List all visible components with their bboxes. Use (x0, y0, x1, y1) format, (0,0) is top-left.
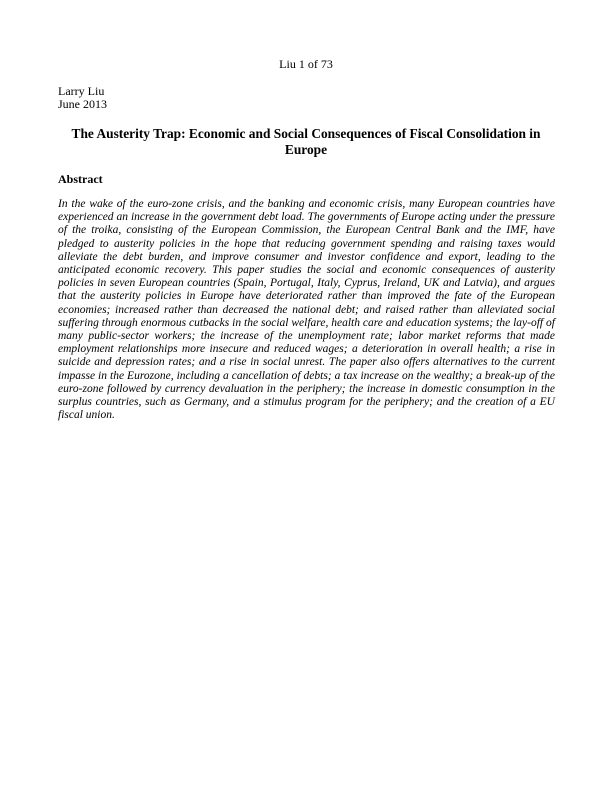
publication-date: June 2013 (58, 97, 107, 111)
paper-title: The Austerity Trap: Economic and Social Consequences of Fiscal Consolidation in Europe (71, 126, 541, 157)
author-block (58, 85, 107, 111)
page-number-header: Liu 1 of 73 (279, 57, 333, 71)
abstract-text: In the wake of the euro-zone crisis, and the banking and economic crisis, many European countries have experienced an increase in the government debt load. The governments of Europe acting under the pressure of the troika, consisting of the European Commission, the European Central Bank and the IMF, have pledged to austerity policies in the hope that reducing government spending and raising taxes would alleviate the debt burden, and improve consumer and investor confidence and export, leading to the anticipated economic recovery. This paper studies the social and economic consequences of austerity policies in seven European countries (Spain, Portugal, Italy, Cyprus, Ireland, UK and Latvia), and argues that the austerity policies in Europe have deteriorated rather than improved the fate of the European economies; increased rather than decreased the national debt; and raised rather than alleviated social suffering through enormous cutbacks in the social welfare, health care and education systems; the lay-off of many public-sector workers; the increase of the unemployment rate; labor market reforms that made employment relationships more insecure and reduced wages; a deterioration in overall health; a rise in suicide and depression rates; and a rise in social unrest. The paper also offers alternatives to the current impasse in the Eurozone, including a cancellation of debts; a tax increase on the wealthy; a break-up of the euro-zone followed by currency devaluation in the periphery; the increase in domestic consumption in the surplus countries, such as Germany, and a stimulus program for the periphery; and the creation of a EU fiscal union. (58, 198, 555, 422)
author-name: Larry Liu (58, 84, 105, 98)
abstract-heading: Abstract (58, 172, 103, 186)
